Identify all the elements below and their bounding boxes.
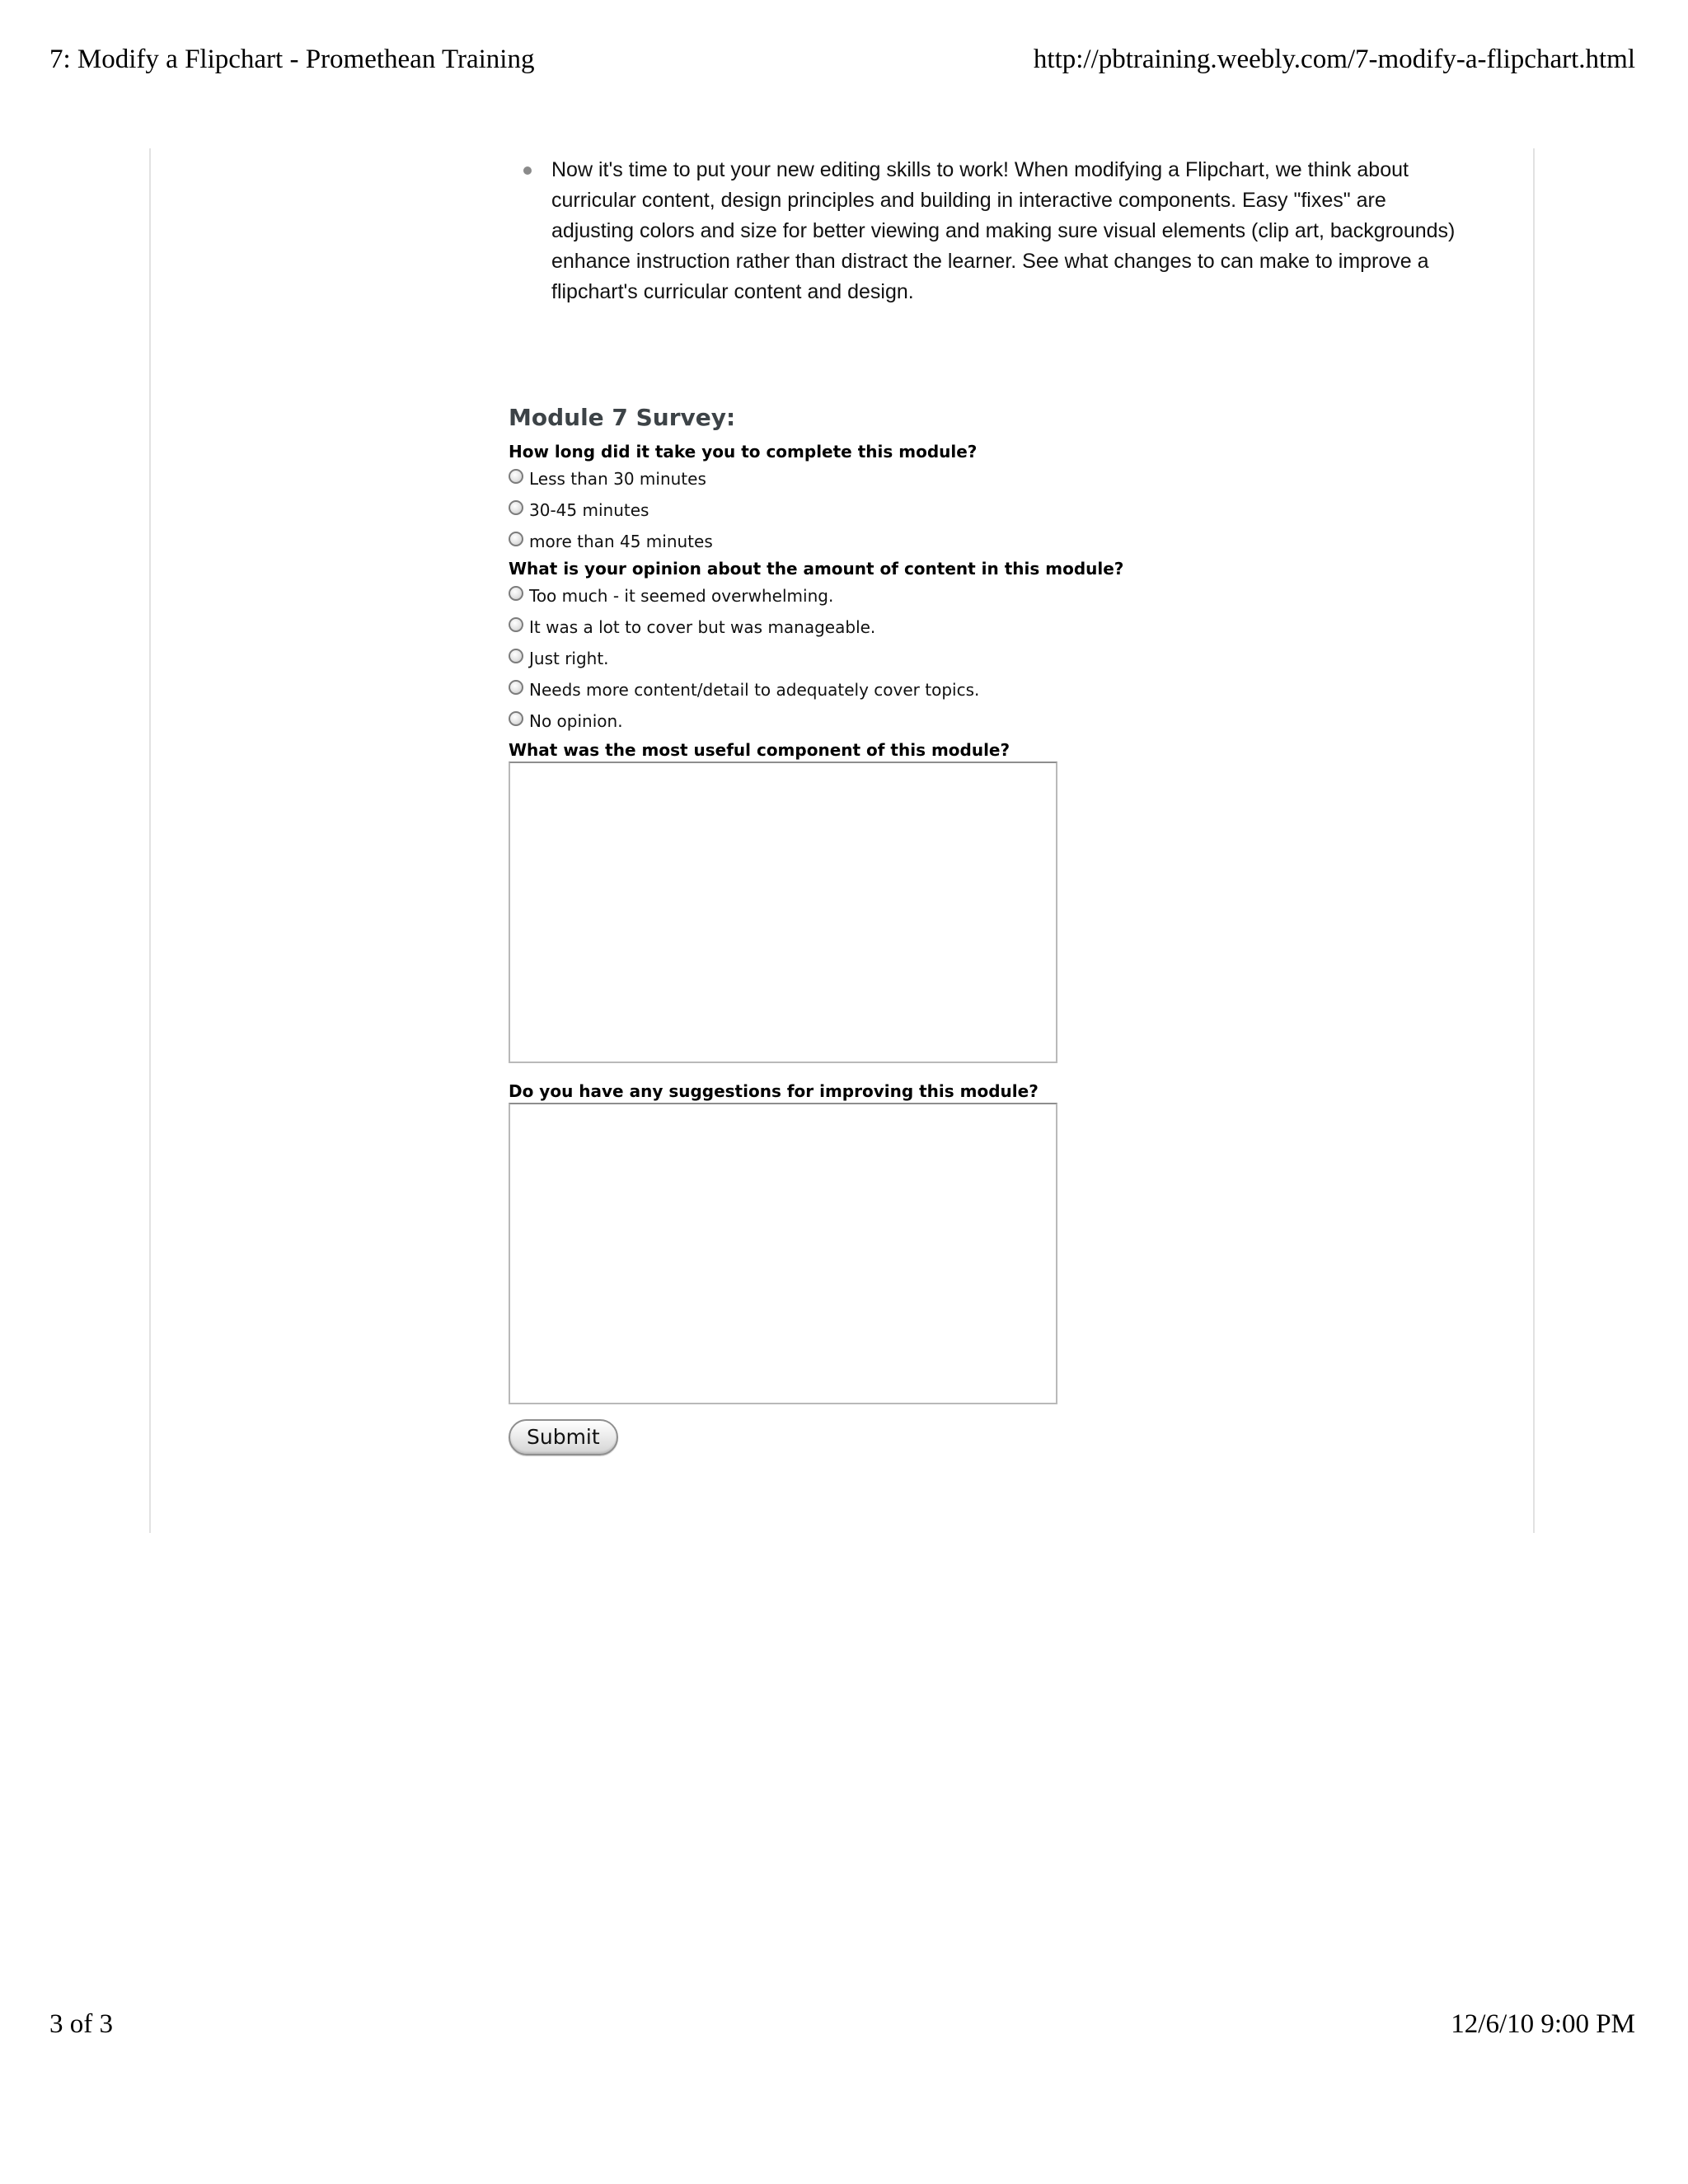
intro-list-item (509, 155, 1473, 307)
radio-button[interactable] (509, 469, 523, 484)
print-page-number: 3 of 3 (49, 2009, 113, 2039)
option-too-much[interactable] (509, 580, 1473, 612)
print-page-title: 7: Modify a Flipchart - Promethean Training (49, 45, 535, 74)
option-label: Needs more content/detail to adequately cover topics. (529, 680, 980, 700)
intro-list (509, 155, 1473, 307)
option-label: No opinion. (529, 711, 623, 731)
option-label: It was a lot to cover but was manageable. (529, 617, 876, 637)
question-time: How long did it take you to complete this module? (509, 442, 978, 462)
option-just-right[interactable] (509, 643, 1473, 674)
option-label: Just right. (529, 649, 609, 668)
main-content (509, 155, 1473, 1455)
submit-button[interactable]: Submit (509, 1419, 618, 1455)
intro-text: Now it's time to put your new editing skills to work! When modifying a Flipchart, we think about curricular content, design principles and building in interactive components. Easy "fixes" are adjusting colors and size for better viewing and making sure visual elements (clip art, backgrounds) enhance instruction rather than distract the learner. See what changes to can make to improve a flipchart's curricular content and design. (551, 158, 1456, 303)
question-suggestions: Do you have any suggestions for improving this module? (509, 1081, 1039, 1101)
question-content-amount: What is your opinion about the amount of content in this module? (509, 559, 1124, 579)
question-most-useful: What was the most useful component of this module? (509, 740, 1010, 760)
print-datetime: 12/6/10 9:00 PM (1451, 2009, 1635, 2039)
radio-button[interactable] (509, 711, 523, 726)
radio-button[interactable] (509, 586, 523, 601)
option-30-45[interactable] (509, 494, 1473, 526)
survey-title: Module 7 Survey: (509, 404, 736, 431)
option-less-than-30[interactable] (509, 463, 1473, 494)
radio-button[interactable] (509, 649, 523, 663)
option-label: 30-45 minutes (529, 500, 649, 520)
radio-button[interactable] (509, 680, 523, 695)
print-header (49, 45, 1635, 75)
print-footer (49, 2009, 1635, 2040)
radio-button[interactable] (509, 617, 523, 632)
survey-form (509, 404, 1473, 1455)
most-useful-textarea[interactable] (509, 762, 1057, 1063)
radio-button[interactable] (509, 532, 523, 546)
radio-button[interactable] (509, 500, 523, 515)
option-label: more than 45 minutes (529, 532, 713, 551)
option-manageable[interactable] (509, 612, 1473, 643)
option-needs-more[interactable] (509, 674, 1473, 705)
option-no-opinion[interactable] (509, 705, 1473, 737)
suggestions-textarea[interactable] (509, 1103, 1057, 1404)
bullet-icon (523, 166, 532, 175)
option-label: Less than 30 minutes (529, 469, 706, 489)
print-page-url: http://pbtraining.weebly.com/7-modify-a-flipchart.html (1033, 45, 1635, 74)
option-label: Too much - it seemed overwhelming. (529, 586, 834, 606)
option-more-than-45[interactable] (509, 526, 1473, 557)
